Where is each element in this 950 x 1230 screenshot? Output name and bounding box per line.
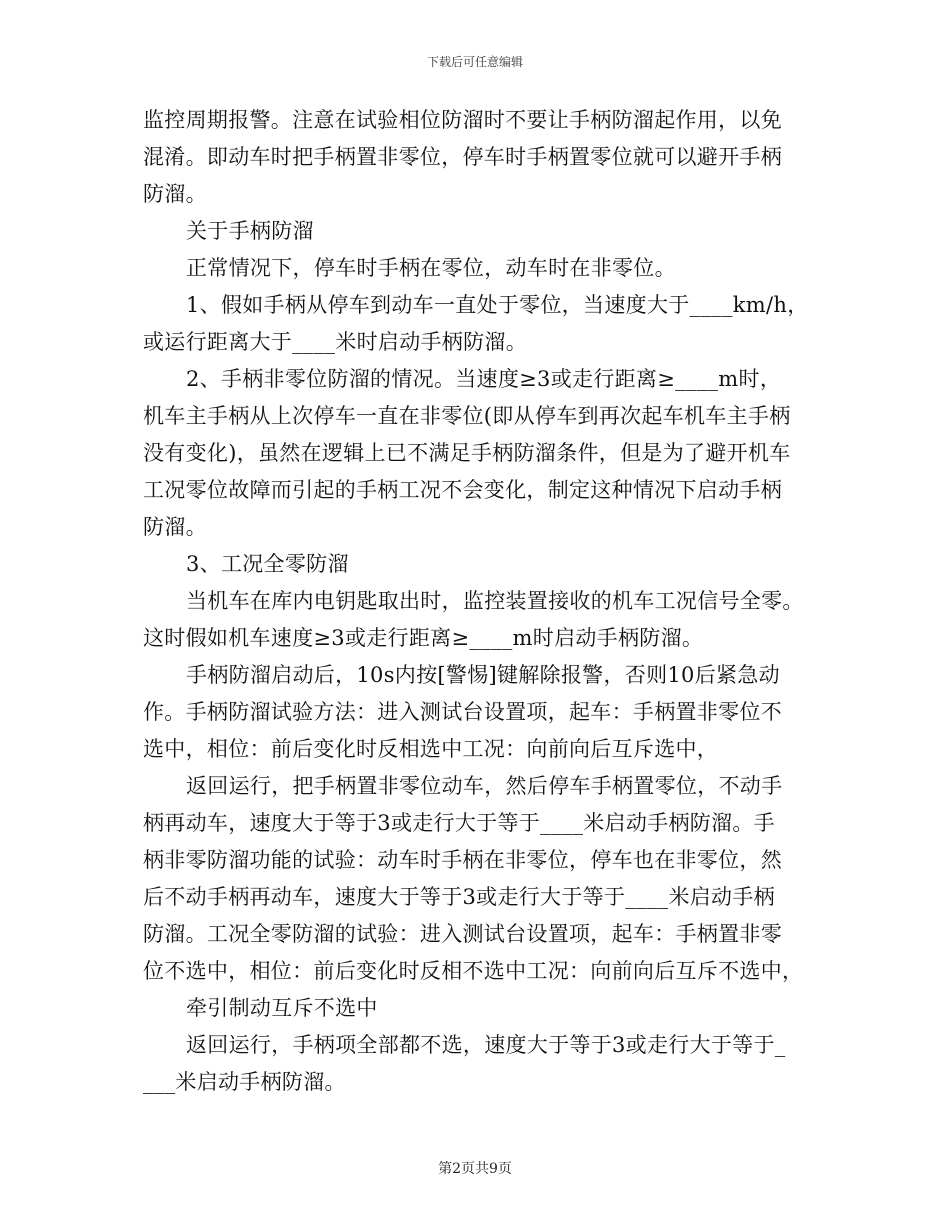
text-line: 监控周期报警。注意在试验相位防溜时不要让手柄防溜起作用，以免 (143, 108, 782, 132)
document-body (143, 102, 818, 1101)
text-line: 3、工况全零防溜 (186, 552, 349, 576)
text-line: 柄再动车，速度大于等于3或走行大于等于____米启动手柄防溜。手 (143, 811, 775, 835)
text-line: 牵引制动互斥不选中 (186, 996, 378, 1020)
text-line: 没有变化)，虽然在逻辑上已不满足手柄防溜条件，但是为了避开机车 (143, 441, 791, 465)
text-line: 防溜。工况全零防溜的试验：进入测试台设置项，起车：手柄置非零 (143, 922, 782, 946)
text-line: 返回运行，把手柄置非零位动车，然后停车手柄置零位，不动手 (186, 774, 783, 798)
text-line: 防溜。 (143, 182, 207, 206)
text-line: 位不选中，相位：前后变化时反相不选中工况：向前向后互斥不选中， (143, 959, 804, 983)
text-line: 防溜。 (143, 515, 207, 539)
text-line: 或运行距离大于____米时启动手柄防溜。 (143, 330, 527, 354)
text-line: 关于手柄防溜 (186, 219, 314, 243)
text-line: 机车主手柄从上次停车一直在非零位(即从停车到再次起车机车主手柄 (143, 404, 791, 428)
text-line: 作。手柄防溜试验方法：进入测试台设置项，起车：手柄置非零位不 (143, 700, 782, 724)
text-line: 2、手柄非零位防溜的情况。当速度≥3或走行距离≥____m时， (186, 367, 782, 391)
text-line: 手柄防溜启动后，10s内按[警惕]键解除报警，否则10后紧急动 (186, 663, 780, 687)
text-line: 后不动手柄再动车，速度大于等于3或走行大于等于____米启动手柄 (143, 885, 775, 909)
text-line: 这时假如机车速度≥3或走行距离≥____m时启动手柄防溜。 (143, 626, 704, 650)
text-line: 正常情况下，停车时手柄在零位，动车时在非零位。 (186, 256, 676, 280)
text-line: 当机车在库内电钥匙取出时，监控装置接收的机车工况信号全零。 (186, 589, 804, 613)
text-line: 工况零位故障而引起的手柄工况不会变化，制定这种情况下启动手柄 (143, 478, 782, 502)
page-footer: 第2页共9页 (438, 1161, 512, 1177)
page-header: 下载后可任意编辑 (426, 55, 523, 69)
text-line: 选中，相位：前后变化时反相选中工况：向前向后互斥选中， (143, 737, 719, 761)
text-line: 1、假如手柄从停车到动车一直处于零位，当速度大于____km/h， (186, 293, 809, 317)
text-line: 混淆。即动车时把手柄置非零位，停车时手柄置零位就可以避开手柄 (143, 145, 782, 169)
text-line: ___米启动手柄防溜。 (143, 1070, 346, 1094)
text-line: 柄非零防溜功能的试验：动车时手柄在非零位，停车也在非零位，然 (143, 848, 782, 872)
text-line: 返回运行，手柄项全部都不选，速度大于等于3或走行大于等于_ (186, 1033, 786, 1057)
